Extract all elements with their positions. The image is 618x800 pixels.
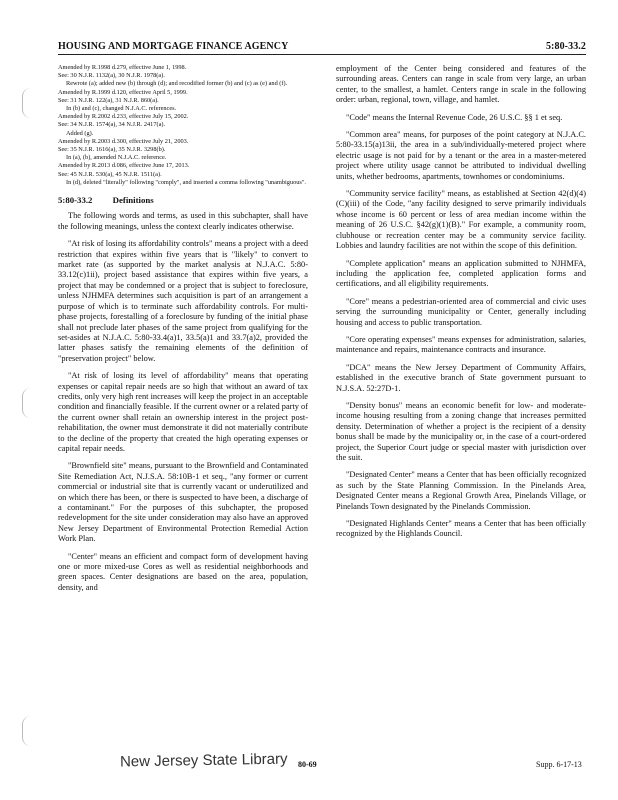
definition-paragraph: "Density bonus" means an economic benefit for low- and moderate-income housing resulting from a zoning change that increases permitted density. Determination of whether a project is the recipient of a density bonus shall be made by the municipality or, in the case of a court-ordered project, the Superior Court judge or special master with jurisdiction over the suit.: [336, 400, 586, 462]
section-heading-title: Definitions: [112, 195, 154, 206]
history-notes: [58, 64, 308, 187]
header-rule: [58, 54, 586, 55]
page-number: 80-69: [298, 760, 317, 769]
definition-continued-paragraph: employment of the Center being considered and features of the surrounding areas. Centers can range in scale from very large, an urban center, to the smallest, a hamlet. Centers range in scale in the following order: urban, regional, town, village, and hamlet.: [336, 64, 586, 105]
definition-paragraph: "Center" means an efficient and compact form of development having one or more mixed-use Cores as well as residential neighborhoods and green spaces. Center designations are based on the area, population, density, and: [58, 551, 308, 592]
history-note: See: 35 N.J.R. 1616(a), 35 N.J.R. 3298(b).: [58, 146, 166, 154]
history-note: See: 30 N.J.R. 1132(a), 30 N.J.R. 1978(a).: [58, 72, 165, 80]
history-note: Amended by R.2002 d.233, effective July 15, 2002.: [58, 113, 189, 121]
punch-hole-mark: [22, 388, 39, 418]
history-note: Amended by R.1999 d.120, effective April 5, 1999.: [58, 88, 188, 96]
history-note: Rewrote (a); added new (b) through (d); and recodified former (b) and (c) as (e) and (f).: [66, 80, 288, 88]
definition-paragraph: "Community service facility" means, as established at Section 42(d)(4)(C)(iii) of the Code, "any facility designed to serve primarily individuals whose income is 60 percent or less of area median income within the meaning of 26 U.S.C. §42(g)(1)(B)." For example, a community room, clubhouse or recreation center may be a community service facility. Lobbies and laundry facilities are not within the scope of this definition.: [336, 189, 586, 251]
running-header: [58, 38, 586, 52]
history-note: Amended by R.2013 d.086, effective June 17, 2013.: [58, 162, 190, 170]
punch-hole-mark: [22, 88, 39, 118]
left-column: [58, 64, 308, 600]
definition-paragraph: "At risk of losing its affordability controls" means a project with a deed restriction that expires within five years that is "likely" to convert to market rate (as supported by the market analysis at N.J.A.C. 5:80-33.12(c)1ii), project based assistance that expires within five years, a project that may be condemned or a project that is subject to foreclosure, unless NJHMFA determines such acquisition is part of an arrangement a purpose of which is to terminate such affordability controls. For multi-phase projects, forestalling of a foreclosure by funding of the initial phase shall not preclude later phases of the same project from qualifying for the set-asides at N.J.A.C. 5:80-33.4(a)1, 33.5(a)1 and 33.7(a)2, provided the latter phases satisfy the remaining elements of the definition of "preservation project" below.: [58, 239, 308, 363]
definition-paragraph: "Code" means the Internal Revenue Code, 26 U.S.C. §§ 1 et seq.: [346, 112, 563, 122]
definition-paragraph: "Designated Highlands Center" means a Center that has been officially recognized by the Highlands Council.: [336, 519, 586, 539]
definition-paragraph: "Brownfield site" means, pursuant to the Brownfield and Contaminated Site Remediation Act, N.J.S.A. 58:10B-1 et seq., "any former or current commercial or industrial site that is currently vacant or underutilized and on which there has been, or there is suspected to have been, a discharge of a contaminant." For the purposes of this subchapter, the proposed redevelopment for the site under consideration may also have an approved New Jersey Department of Environmental Protection Remedial Action Work Plan.: [58, 461, 308, 544]
punch-hole-mark: [22, 716, 39, 746]
definitions-intro: The following words and terms, as used in this subchapter, shall have the following meanings, unless the context clearly indicates otherwise.: [58, 211, 308, 231]
definition-paragraph: "Common area" means, for purposes of the point category at N.J.A.C. 5:80-33.15(a)13ii, the area in a sub/individually-metered project where electric usage is not paid for by a tenant or the area in a master-metered project where utility usage cannot be attributed to individual dwelling units, whether bedrooms, apartments, townhomes or condominiums.: [336, 130, 586, 181]
section-heading-number: 5:80-33.2: [58, 195, 93, 206]
history-note: In (b) and (c), changed N.J.A.C. references.: [66, 105, 177, 113]
definition-paragraph: "Complete application" means an application submitted to NJHMFA, including the application fee, completed application forms and certifications, and all eligibility requirements.: [336, 258, 586, 289]
definition-paragraph: "At risk of losing its level of affordability" means that operating expenses or capital repair needs are so high that without an award of tax credits, only very high rent increases will keep the project in an acceptable condition and financially feasible. If the current owner or a related party of the current owner shall retain an ownership interest in the project post-rehabilitation, the owner must demonstrate it did not materially contribute to the decline of the property that created the high operating expenses or capital repair needs.: [58, 371, 308, 453]
history-note: Amended by R.2003 d.300, effective July 21, 2003.: [58, 137, 189, 145]
history-note: Added (g).: [66, 129, 94, 137]
definition-paragraph: "Designated Center" means a Center that has been officially recognized as such by the State Planning Commission. In the Pinelands Area, Designated Center means a Regional Growth Area, Pinelands Village, or Pinelands Town designated by the Pinelands Commission.: [336, 470, 586, 511]
history-note: In (a), (b), amended N.J.A.C. reference.: [66, 154, 167, 162]
history-note: See: 45 N.J.R. 530(a), 45 N.J.R. 1511(a).: [58, 170, 162, 178]
right-column: [336, 64, 586, 547]
library-stamp: New Jersey State Library: [119, 750, 288, 771]
supplement-date: Supp. 6-17-13: [536, 760, 582, 769]
definition-paragraph: "Core operating expenses" means expenses for administration, salaries, maintenance and repairs, maintenance contracts and insurance.: [336, 334, 586, 355]
agency-title: HOUSING AND MORTGAGE FINANCE AGENCY: [58, 41, 289, 52]
history-note: See: 34 N.J.R. 1574(a), 34 N.J.R. 2417(a).: [58, 121, 166, 129]
definition-paragraph: "Core" means a pedestrian-oriented area of commercial and civic uses serving the surrounding municipality or Center, generally including housing and access to public transportation.: [336, 296, 586, 327]
history-note: See: 31 N.J.R. 122(a), 31 N.J.R. 860(a).: [58, 96, 159, 104]
section-heading: [58, 195, 308, 205]
history-note: In (d), deleted "literally" following "comply", and inserted a comma following "unambiguous".: [66, 178, 306, 186]
header-section-number: 5:80-33.2: [545, 41, 586, 52]
history-note: Amended by R.1998 d.279, effective June 1, 1998.: [58, 64, 187, 71]
definition-paragraph: "DCA" means the New Jersey Department of Community Affairs, established in the executive branch of State government pursuant to N.J.S.A. 52:27D-1.: [336, 362, 586, 393]
